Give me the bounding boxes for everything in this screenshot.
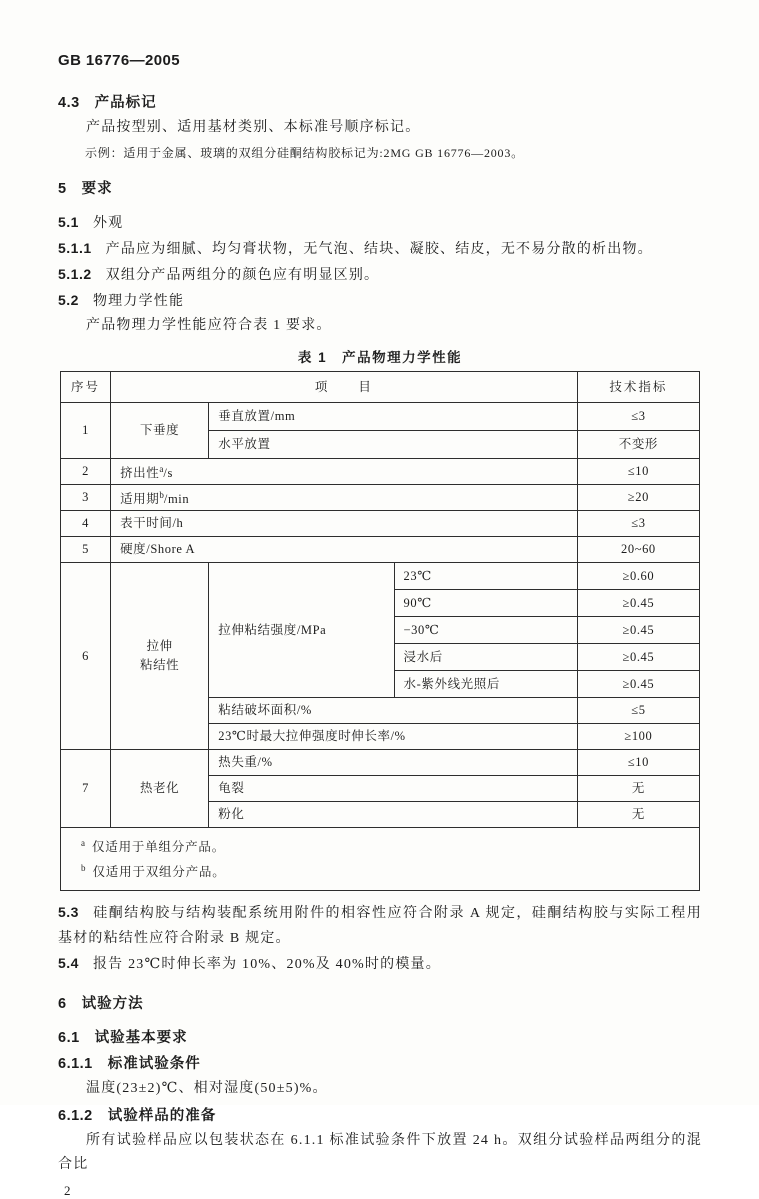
cell-seq: 1 (61, 403, 111, 459)
footnote-marker: b (159, 489, 164, 500)
clause-5-1-1 (58, 236, 702, 262)
table-1 (60, 371, 700, 891)
table-header-row (61, 372, 700, 403)
footnote-text: 仅适用于双组分产品。 (92, 865, 226, 880)
cell-group (111, 563, 209, 750)
clause-5-2-text: 产品物理力学性能应符合表 1 要求。 (86, 318, 332, 333)
cell-item (111, 459, 578, 485)
table-row (61, 537, 700, 563)
table-1-caption: 表 1 产品物理力学性能 (297, 350, 463, 365)
table-row (61, 511, 700, 537)
cell-item: 热失重/% (209, 750, 578, 776)
footnote-marker: b (81, 863, 86, 874)
table-row (61, 485, 700, 511)
clause-6-1-2-text: 所有试验样品应以包装状态在 6.1.1 标准试验条件下放置 24 h。双组分试验样品两组分的混合比 (58, 1133, 702, 1173)
cell-spec: ≥0.45 (577, 590, 699, 617)
cell-spec: 20~60 (577, 537, 699, 563)
clause-title: 标准试验条件 (107, 1056, 201, 1073)
clause-title: 要求 (81, 181, 113, 197)
col-header-seq: 序号 (61, 372, 111, 403)
table-row (61, 563, 700, 590)
example-note: 示例：适用于金属、玻璃的双组分硅酮结构胶标记为:2MG GB 16776—2003。 (85, 146, 524, 160)
clause-text: 双组分产品两组分的颜色应有明显区别。 (105, 268, 380, 283)
clause-5-3 (58, 900, 702, 951)
clause-text: 产品应为细腻、均匀膏状物，无气泡、结块、凝胶、结皮，无不易分散的析出物。 (105, 242, 653, 257)
heading-5 (58, 179, 702, 200)
cell-spec: ≤10 (577, 459, 699, 485)
clause-number: 5 (58, 181, 67, 197)
clause-number: 6 (58, 996, 67, 1013)
page-number: 2 (64, 1183, 71, 1199)
cell-seq: 5 (61, 537, 111, 563)
clause-title: 产品标记 (94, 95, 157, 111)
clause-text: 硅酮结构胶与结构装配系统用附件的相容性应符合附录 A 规定，硅酮结构胶与实际工程用基材的粘结性应符合附录 B 规定。 (58, 906, 702, 947)
table-row (61, 750, 700, 776)
cell-spec: ≤3 (577, 511, 699, 537)
cell-item: 硬度/Shore A (111, 537, 578, 563)
heading-4-3 (58, 93, 702, 114)
cell-condition: 水-紫外线光照后 (394, 671, 577, 698)
clause-number: 5.2 (58, 292, 79, 308)
cell-item: 粘结破坏面积/% (209, 698, 578, 724)
cell-spec: ≥20 (577, 485, 699, 511)
cell-item (111, 485, 578, 511)
cell-item: 表干时间/h (111, 511, 578, 537)
cell-seq: 6 (61, 563, 111, 750)
cell-group: 热老化 (111, 750, 209, 828)
clause-title: 试验样品的准备 (107, 1108, 217, 1125)
cell-item: 垂直放置/mm (209, 403, 578, 431)
clause-number: 6.1.1 (58, 1056, 93, 1073)
cell-spec: 不变形 (577, 431, 699, 459)
clause-title: 物理力学性能 (92, 294, 185, 309)
cell-seq: 3 (61, 485, 111, 511)
table-footnotes-row (61, 828, 700, 891)
heading-6 (58, 994, 702, 1015)
footnote-marker: a (81, 838, 85, 848)
group-line: 粘结性 (139, 658, 180, 672)
item-text: 适用期 (120, 492, 160, 507)
cell-item: 龟裂 (209, 776, 578, 802)
col-header-spec: 技术指标 (577, 372, 699, 403)
clause-title: 试验基本要求 (94, 1030, 188, 1047)
col-header-item: 项 目 (111, 372, 578, 403)
cell-item: 23℃时最大拉伸强度时伸长率/% (209, 724, 578, 750)
cell-spec: ≤5 (577, 698, 699, 724)
table-row (61, 403, 700, 431)
cell-item: 水平放置 (209, 431, 578, 459)
group-line: 拉伸 (146, 639, 173, 653)
item-text: 挤出性 (120, 466, 160, 481)
footnote-marker: a (159, 463, 164, 474)
item-unit: /min (163, 492, 190, 507)
cell-condition: 23℃ (394, 563, 577, 590)
cell-condition: 浸水后 (394, 644, 577, 671)
cell-spec: ≥0.45 (577, 617, 699, 644)
clause-title: 外观 (92, 216, 124, 231)
clause-5-4 (58, 951, 702, 977)
clause-5-2 (58, 288, 702, 314)
cell-spec: ≥0.45 (577, 644, 699, 671)
standard-number: GB 16776—2005 (58, 52, 180, 69)
cell-condition: −30℃ (394, 617, 577, 644)
cell-spec: 无 (577, 802, 699, 828)
footnote-b (81, 858, 699, 883)
footnote-a (81, 833, 699, 858)
heading-6-1 (58, 1028, 702, 1049)
clause-number: 5.1.1 (58, 240, 92, 256)
heading-6-1-2 (58, 1106, 702, 1127)
cell-group: 下垂度 (111, 403, 209, 459)
table-footnotes (61, 828, 700, 891)
clause-6-1-1-text: 温度(23±2)℃、相对湿度(50±5)%。 (86, 1081, 328, 1097)
clause-text: 报告 23℃时伸长率为 10%、20%及 40%时的模量。 (92, 957, 441, 973)
clause-number: 5.1.2 (58, 266, 92, 282)
cell-seq: 4 (61, 511, 111, 537)
clause-number: 6.1 (58, 1030, 80, 1047)
cell-condition: 90℃ (394, 590, 577, 617)
clause-number: 5.3 (58, 904, 79, 921)
cell-spec: ≥100 (577, 724, 699, 750)
cell-seq: 7 (61, 750, 111, 828)
cell-spec: ≥0.45 (577, 671, 699, 698)
cell-spec: ≤3 (577, 403, 699, 431)
cell-seq: 2 (61, 459, 111, 485)
clause-number: 4.3 (58, 95, 80, 111)
cell-item: 粉化 (209, 802, 578, 828)
item-unit: /s (163, 466, 173, 481)
clause-5-1 (58, 210, 702, 236)
cell-spec: ≥0.60 (577, 563, 699, 590)
heading-6-1-1 (58, 1054, 702, 1075)
clause-title: 试验方法 (81, 996, 144, 1013)
cell-item: 拉伸粘结强度/MPa (209, 563, 394, 698)
clause-number: 5.1 (58, 214, 79, 230)
footnote-text: 仅适用于单组分产品。 (92, 840, 226, 855)
cell-spec: 无 (577, 776, 699, 802)
clause-4-3-text: 产品按型别、适用基材类别、本标准号顺序标记。 (86, 120, 421, 135)
table-row (61, 459, 700, 485)
cell-spec: ≤10 (577, 750, 699, 776)
clause-number: 6.1.2 (58, 1108, 93, 1125)
clause-5-1-2 (58, 262, 702, 288)
clause-number: 5.4 (58, 955, 79, 972)
